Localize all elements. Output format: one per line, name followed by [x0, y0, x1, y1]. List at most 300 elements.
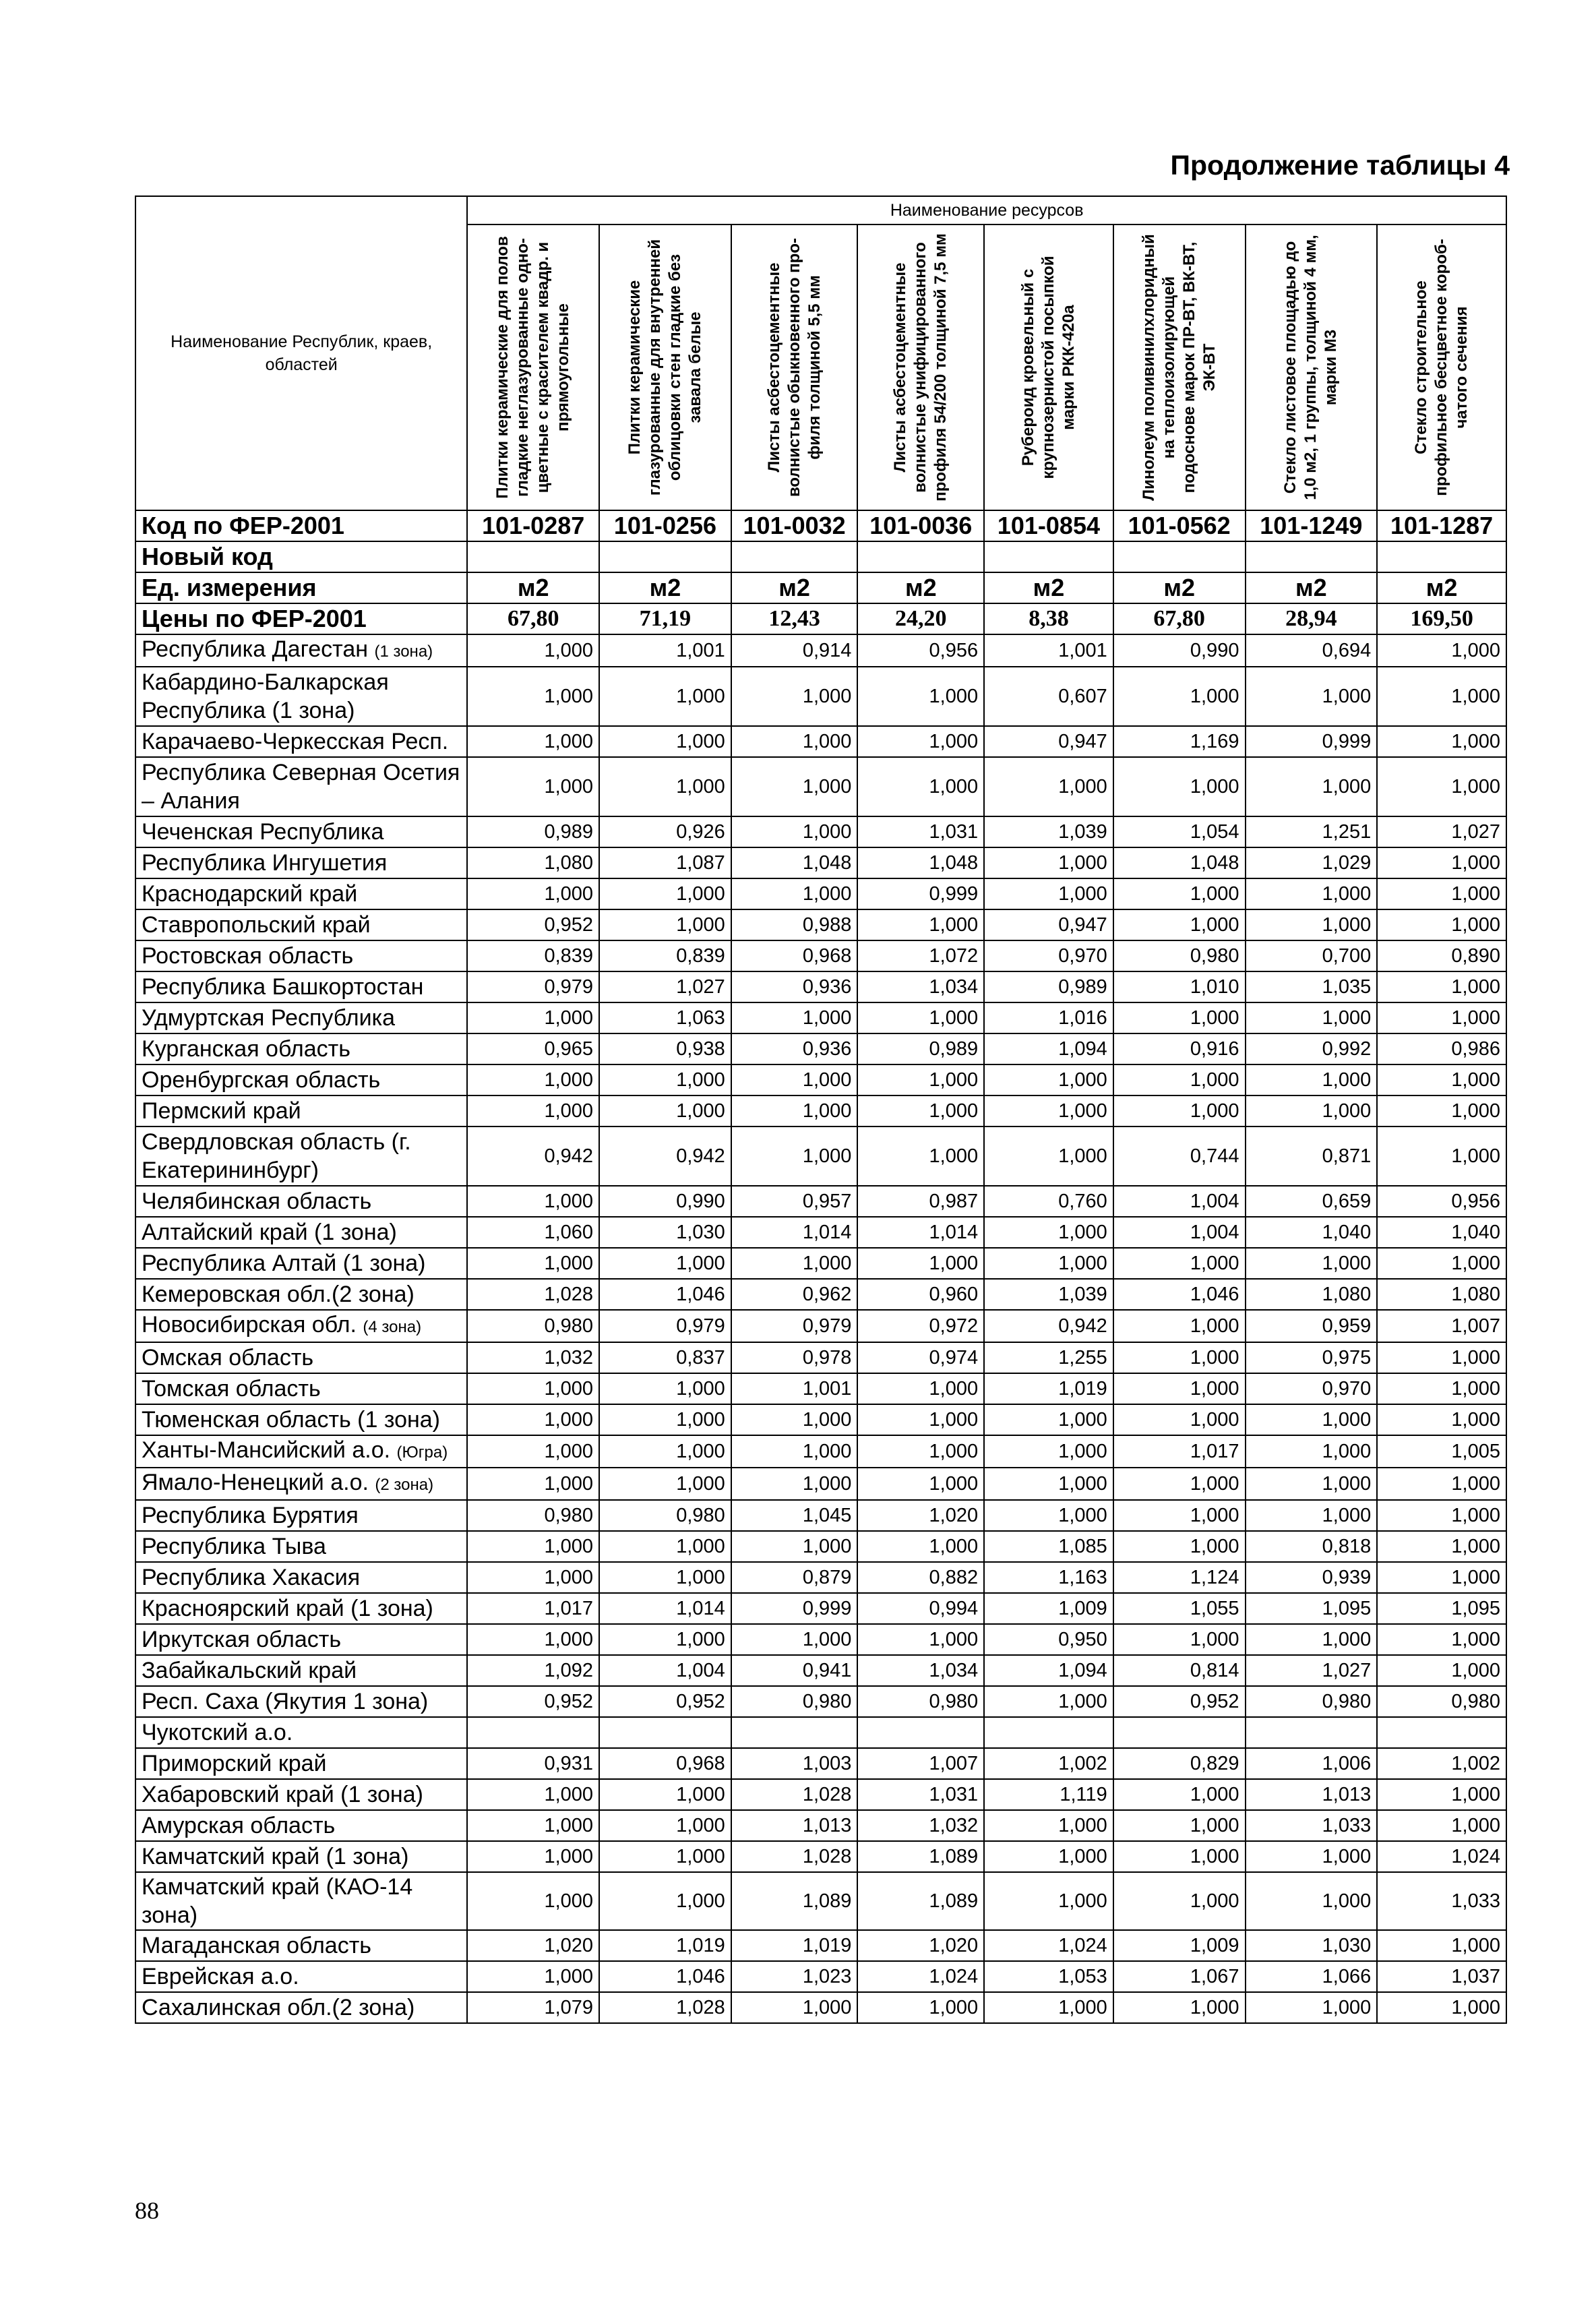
coefficient-cell: 1,000	[984, 1435, 1113, 1468]
region-name-text: Магаданская область	[142, 1933, 371, 1958]
coefficient-cell: 1,000	[599, 667, 731, 726]
coefficient-cell: 0,760	[984, 1186, 1113, 1217]
region-name-text: Томская область	[142, 1376, 321, 1402]
coefficient-cell: 0,979	[731, 1310, 858, 1342]
coefficient-cell: 1,000	[467, 1872, 599, 1930]
coefficient-cell: 1,080	[1377, 1279, 1506, 1310]
coefficient-cell: 1,000	[857, 1127, 984, 1186]
coefficient-cell	[984, 1717, 1113, 1748]
coefficient-cell: 1,000	[1377, 1624, 1506, 1655]
region-name	[135, 1500, 467, 1531]
coefficient-cell: 0,942	[467, 1127, 599, 1186]
coefficient-cell: 0,980	[599, 1500, 731, 1531]
coefficient-cell: 1,000	[1246, 1064, 1378, 1095]
coefficient-cell: 1,053	[984, 1961, 1113, 1992]
coefficient-cell: 1,000	[857, 1064, 984, 1095]
coefficient-cell: 1,000	[984, 1810, 1113, 1841]
table-row	[135, 1748, 1506, 1779]
coefficient-cell: 1,000	[1113, 1002, 1246, 1033]
region-name	[135, 1064, 467, 1095]
table-row	[135, 667, 1506, 726]
coefficient-cell: 0,989	[984, 971, 1113, 1002]
coefficient-cell: 1,046	[1113, 1279, 1246, 1310]
region-zone-note: (2 зона)	[375, 1476, 434, 1494]
coefficient-cell: 1,000	[984, 1872, 1113, 1930]
coefficient-cell: 1,000	[984, 1248, 1113, 1279]
coefficient-cell: 1,014	[731, 1217, 858, 1248]
coefficient-cell: 1,000	[467, 1435, 599, 1468]
region-name-text: Республика Бурятия	[142, 1503, 359, 1528]
region-name-text: Камчатский край (1 зона)	[142, 1844, 409, 1869]
coefficient-cell: 1,000	[599, 1531, 731, 1562]
coefficient-cell: 1,000	[731, 1624, 858, 1655]
coefficient-cell: 1,000	[857, 1373, 984, 1404]
page-number: 88	[135, 2197, 159, 2224]
coefficient-cell: 1,087	[599, 847, 731, 878]
resource-name: Листы асбестоцементные волнистые унифицированного профиля 54/200 толщиной 7,5 мм	[891, 233, 950, 502]
coefficient-cell: 1,080	[1246, 1279, 1378, 1310]
coefficient-cell: 1,000	[1113, 1624, 1246, 1655]
table-row	[135, 1342, 1506, 1373]
coefficient-cell: 1,080	[467, 847, 599, 878]
fer-code-value: 101-0562	[1113, 510, 1246, 541]
coefficient-cell: 0,970	[984, 940, 1113, 971]
coefficient-cell: 1,024	[984, 1930, 1113, 1961]
table-row	[135, 847, 1506, 878]
table-row	[135, 1002, 1506, 1033]
coefficient-cell: 1,000	[857, 1095, 984, 1127]
table-row	[135, 1186, 1506, 1217]
coefficient-cell: 0,947	[984, 726, 1113, 757]
coefficient-cell: 0,950	[984, 1624, 1113, 1655]
unit-row	[135, 572, 1506, 603]
coefficient-cell: 1,029	[1246, 847, 1378, 878]
coefficient-cell: 1,000	[599, 1779, 731, 1810]
coefficient-cell: 1,028	[467, 1279, 599, 1310]
coefficient-cell: 1,046	[599, 1279, 731, 1310]
coefficient-cell: 1,001	[731, 1373, 858, 1404]
region-name-text: Карачаево-Черкесская Респ.	[142, 729, 449, 754]
table-row	[135, 634, 1506, 667]
region-name	[135, 1095, 467, 1127]
coefficient-cell: 1,000	[1377, 667, 1506, 726]
coefficient-cell: 1,000	[1246, 757, 1378, 816]
coefficient-cell: 1,037	[1377, 1961, 1506, 1992]
coefficient-cell: 1,000	[731, 1064, 858, 1095]
table-row	[135, 971, 1506, 1002]
coefficient-cell: 1,000	[599, 1095, 731, 1127]
region-name-text: Курганская область	[142, 1036, 350, 1062]
table-row	[135, 1841, 1506, 1872]
coefficient-cell: 1,000	[1113, 1841, 1246, 1872]
fer-code-value: 101-1249	[1246, 510, 1378, 541]
coefficient-cell: 1,000	[1113, 667, 1246, 726]
coefficient-cell: 1,000	[1377, 1248, 1506, 1279]
coefficient-cell: 1,000	[467, 1562, 599, 1593]
region-zone-note: (Югра)	[396, 1443, 448, 1462]
coefficient-cell: 1,255	[984, 1342, 1113, 1373]
region-name	[135, 757, 467, 816]
unit-value: м2	[467, 572, 599, 603]
region-name-text: Красноярский край (1 зона)	[142, 1596, 433, 1621]
coefficient-cell: 0,980	[731, 1686, 858, 1717]
region-name-text: Сахалинская обл.(2 зона)	[142, 1995, 415, 2020]
coefficient-cell: 1,000	[1113, 1095, 1246, 1127]
price-value: 28,94	[1246, 603, 1378, 634]
coefficient-cell: 1,000	[984, 1992, 1113, 2023]
resource-header	[1113, 224, 1246, 510]
coefficient-cell: 1,000	[467, 1002, 599, 1033]
coefficient-cell: 1,028	[731, 1779, 858, 1810]
table-row	[135, 1248, 1506, 1279]
coefficient-cell: 1,000	[599, 1562, 731, 1593]
coefficient-cell: 1,000	[1246, 1500, 1378, 1531]
coefficient-cell: 1,000	[467, 757, 599, 816]
coefficient-cell: 1,001	[984, 634, 1113, 667]
coefficient-cell: 0,700	[1246, 940, 1378, 971]
coefficient-cell: 1,000	[984, 1064, 1113, 1095]
coefficient-cell: 1,000	[857, 909, 984, 940]
table-row	[135, 1217, 1506, 1248]
coefficient-cell: 1,119	[984, 1779, 1113, 1810]
coefficient-cell: 1,002	[984, 1748, 1113, 1779]
region-name-text: Еврейская а.о.	[142, 1964, 299, 1989]
coefficient-cell: 1,034	[857, 971, 984, 1002]
coefficient-cell: 0,871	[1246, 1127, 1378, 1186]
coefficient-cell: 1,039	[984, 816, 1113, 847]
coefficient-cell: 0,999	[1246, 726, 1378, 757]
coefficient-cell: 1,000	[1113, 909, 1246, 940]
coefficient-cell: 1,000	[467, 1373, 599, 1404]
region-name	[135, 940, 467, 971]
region-name	[135, 1562, 467, 1593]
coefficient-cell: 1,000	[599, 1468, 731, 1500]
region-name-text: Алтайский край (1 зона)	[142, 1220, 397, 1245]
region-name-text: Удмуртская Республика	[142, 1005, 396, 1031]
table-row	[135, 1095, 1506, 1127]
price-value: 67,80	[1113, 603, 1246, 634]
coefficient-cell: 1,000	[1246, 1002, 1378, 1033]
coefficient-cell: 1,000	[857, 1404, 984, 1435]
coefficient-cell: 0,936	[731, 1033, 858, 1064]
coefficient-cell: 0,659	[1246, 1186, 1378, 1217]
coefficient-cell: 1,000	[1113, 1872, 1246, 1930]
coefficient-cell: 1,000	[1246, 1992, 1378, 2023]
coefficient-cell: 0,694	[1246, 634, 1378, 667]
coefficient-cell: 1,000	[857, 667, 984, 726]
coefficient-cell: 1,027	[1377, 816, 1506, 847]
region-name	[135, 1342, 467, 1373]
coefficient-cell: 1,000	[731, 1248, 858, 1279]
coefficient-cell: 0,988	[731, 909, 858, 940]
coefficient-cell: 0,839	[467, 940, 599, 971]
coefficient-cell: 1,000	[731, 1404, 858, 1435]
coefficient-cell: 1,079	[467, 1992, 599, 2023]
coefficient-cell: 1,000	[1246, 1095, 1378, 1127]
table-row	[135, 816, 1506, 847]
resource-header	[984, 224, 1113, 510]
fer-code-value: 101-0032	[731, 510, 858, 541]
table-row	[135, 1435, 1506, 1468]
table-row	[135, 726, 1506, 757]
coefficient-cell: 1,014	[599, 1593, 731, 1624]
coefficient-cell: 1,020	[857, 1930, 984, 1961]
coefficient-cell: 1,009	[1113, 1930, 1246, 1961]
resource-header	[467, 224, 599, 510]
coefficient-cell: 1,163	[984, 1562, 1113, 1593]
coefficient-cell: 1,000	[984, 1404, 1113, 1435]
coefficient-cell: 1,020	[857, 1500, 984, 1531]
coefficient-cell: 1,017	[467, 1593, 599, 1624]
coefficient-cell: 1,000	[1377, 1810, 1506, 1841]
coefficient-cell: 1,000	[599, 1404, 731, 1435]
coefficient-table	[135, 196, 1507, 2024]
coefficient-cell: 0,986	[1377, 1033, 1506, 1064]
coefficient-cell: 1,000	[1377, 1500, 1506, 1531]
region-name-text: Республика Алтай (1 зона)	[142, 1251, 426, 1276]
coefficient-cell: 1,017	[1113, 1435, 1246, 1468]
coefficient-cell: 1,094	[984, 1655, 1113, 1686]
coefficient-cell: 1,000	[1113, 1064, 1246, 1095]
coefficient-cell: 1,000	[467, 1468, 599, 1500]
region-name-text: Пермский край	[142, 1098, 301, 1124]
region-name	[135, 1217, 467, 1248]
coefficient-cell: 1,014	[857, 1217, 984, 1248]
coefficient-cell: 1,000	[1377, 909, 1506, 940]
coefficient-cell: 1,000	[1246, 667, 1378, 726]
resource-name: Линолеум поливинилхлоридный на теплоизолирующей подоснове марок ПР-ВТ, ВК-ВТ, ЭК-ВТ	[1139, 234, 1219, 501]
coefficient-cell: 1,000	[984, 1841, 1113, 1872]
region-name-text: Кемеровская обл.(2 зона)	[142, 1282, 415, 1307]
coefficient-cell: 1,000	[1113, 1468, 1246, 1500]
unit-value: м2	[1377, 572, 1506, 603]
coefficient-cell: 0,968	[599, 1748, 731, 1779]
new-code-value	[1113, 541, 1246, 572]
coefficient-cell: 1,007	[857, 1748, 984, 1779]
region-name-text: Ямало-Ненецкий а.о.	[142, 1470, 369, 1495]
coefficient-cell: 1,000	[1113, 757, 1246, 816]
price-value: 67,80	[467, 603, 599, 634]
coefficient-cell: 1,000	[731, 1992, 858, 2023]
coefficient-cell: 1,031	[857, 1779, 984, 1810]
coefficient-cell: 1,000	[984, 757, 1113, 816]
coefficient-cell: 1,000	[1377, 1531, 1506, 1562]
coefficient-cell: 0,980	[1377, 1686, 1506, 1717]
coefficient-cell: 0,972	[857, 1310, 984, 1342]
coefficient-cell: 1,019	[599, 1930, 731, 1961]
coefficient-cell: 0,942	[599, 1127, 731, 1186]
region-name-text: Ростовская область	[142, 943, 354, 969]
table-row	[135, 1686, 1506, 1717]
region-name-text: Свердловская область (г. Екатерининбург)	[142, 1129, 411, 1183]
coefficient-cell: 1,000	[467, 1810, 599, 1841]
coefficient-cell: 0,980	[857, 1686, 984, 1717]
coefficient-cell: 1,000	[1377, 847, 1506, 878]
coefficient-cell: 1,016	[984, 1002, 1113, 1033]
coefficient-cell: 0,956	[857, 634, 984, 667]
coefficient-cell: 1,028	[599, 1992, 731, 2023]
coefficient-cell: 0,914	[731, 634, 858, 667]
coefficient-cell: 0,989	[467, 816, 599, 847]
coefficient-cell: 1,000	[1377, 1930, 1506, 1961]
unit-value: м2	[1113, 572, 1246, 603]
coefficient-cell: 1,000	[857, 1531, 984, 1562]
region-name	[135, 1468, 467, 1500]
region-name	[135, 878, 467, 909]
region-name	[135, 1779, 467, 1810]
table-row	[135, 909, 1506, 940]
coefficient-cell: 1,000	[984, 847, 1113, 878]
coefficient-cell: 1,000	[1246, 1468, 1378, 1500]
coefficient-cell: 1,000	[1113, 1500, 1246, 1531]
coefficient-cell: 1,000	[467, 1248, 599, 1279]
coefficient-cell: 1,000	[1377, 1562, 1506, 1593]
region-name-text: Челябинская область	[142, 1189, 372, 1214]
coefficient-cell: 1,048	[1113, 847, 1246, 878]
region-name	[135, 1655, 467, 1686]
coefficient-cell: 0,607	[984, 667, 1113, 726]
new-code-value	[857, 541, 984, 572]
coefficient-cell: 1,000	[731, 1531, 858, 1562]
coefficient-cell: 1,006	[1246, 1748, 1378, 1779]
region-name	[135, 1992, 467, 2023]
region-name	[135, 1810, 467, 1841]
region-name	[135, 1717, 467, 1748]
table-row	[135, 1468, 1506, 1500]
table-row	[135, 1500, 1506, 1531]
region-name-text: Краснодарский край	[142, 881, 358, 907]
coefficient-cell: 1,039	[984, 1279, 1113, 1310]
table-row	[135, 757, 1506, 816]
coefficient-cell: 1,000	[599, 909, 731, 940]
new-code-row	[135, 541, 1506, 572]
coefficient-cell: 1,030	[599, 1217, 731, 1248]
coefficient-cell: 1,013	[1246, 1779, 1378, 1810]
table-row	[135, 1033, 1506, 1064]
region-name	[135, 1531, 467, 1562]
fer-code-value: 101-0854	[984, 510, 1113, 541]
coefficient-cell: 1,000	[1113, 1992, 1246, 2023]
coefficient-cell: 1,000	[467, 1624, 599, 1655]
coefficient-cell: 1,067	[1113, 1961, 1246, 1992]
coefficient-cell: 0,952	[467, 909, 599, 940]
price-value: 8,38	[984, 603, 1113, 634]
resource-header	[599, 224, 731, 510]
coefficient-cell: 1,020	[467, 1930, 599, 1961]
coefficient-cell: 0,916	[1113, 1033, 1246, 1064]
coefficient-cell: 1,000	[1246, 1248, 1378, 1279]
coefficient-cell: 1,024	[1377, 1841, 1506, 1872]
coefficient-cell: 1,000	[857, 757, 984, 816]
coefficient-cell: 1,007	[1377, 1310, 1506, 1342]
coefficient-cell: 0,980	[1246, 1686, 1378, 1717]
coefficient-cell: 1,092	[467, 1655, 599, 1686]
region-name	[135, 909, 467, 940]
coefficient-cell: 0,968	[731, 940, 858, 971]
region-name-text: Приморский край	[142, 1751, 327, 1776]
coefficient-cell: 1,048	[731, 847, 858, 878]
region-name-text: Новосибирская обл.	[142, 1312, 357, 1338]
coefficient-cell: 1,013	[731, 1810, 858, 1841]
table-row	[135, 1373, 1506, 1404]
region-name-text: Респ. Саха (Якутия 1 зона)	[142, 1689, 429, 1714]
region-name-text: Республика Башкортостан	[142, 974, 424, 1000]
region-name	[135, 1248, 467, 1279]
coefficient-cell: 1,000	[1113, 1810, 1246, 1841]
coefficient-cell: 1,000	[1377, 1373, 1506, 1404]
coefficient-cell: 0,987	[857, 1186, 984, 1217]
coefficient-cell: 0,829	[1113, 1748, 1246, 1779]
region-name	[135, 847, 467, 878]
region-name-text: Республика Хакасия	[142, 1565, 361, 1590]
resource-header	[1246, 224, 1378, 510]
coefficient-cell: 1,004	[1113, 1186, 1246, 1217]
coefficient-cell: 0,989	[857, 1033, 984, 1064]
table-row	[135, 878, 1506, 909]
region-name	[135, 1310, 467, 1342]
coefficient-cell: 1,000	[599, 1248, 731, 1279]
region-name	[135, 1930, 467, 1961]
coefficient-cell: 1,000	[467, 726, 599, 757]
coefficient-cell: 0,952	[599, 1686, 731, 1717]
coefficient-cell: 1,032	[467, 1342, 599, 1373]
region-name	[135, 1127, 467, 1186]
coefficient-cell: 0,962	[731, 1279, 858, 1310]
coefficient-cell: 1,000	[731, 1095, 858, 1127]
new-code-value	[467, 541, 599, 572]
coefficient-cell: 1,019	[984, 1373, 1113, 1404]
coefficient-cell: 0,979	[599, 1310, 731, 1342]
region-name-text: Хабаровский край (1 зона)	[142, 1782, 423, 1807]
coefficient-cell: 1,054	[1113, 816, 1246, 847]
coefficient-cell: 1,000	[1377, 1404, 1506, 1435]
coefficient-cell: 1,005	[1377, 1435, 1506, 1468]
coefficient-cell: 1,000	[731, 726, 858, 757]
coefficient-cell: 1,027	[599, 971, 731, 1002]
coefficient-cell: 1,000	[984, 1686, 1113, 1717]
table-row	[135, 1310, 1506, 1342]
fer-code-value: 101-0256	[599, 510, 731, 541]
coefficient-cell: 0,814	[1113, 1655, 1246, 1686]
coefficient-cell: 0,744	[1113, 1127, 1246, 1186]
fer-code-row	[135, 510, 1506, 541]
table-row	[135, 1064, 1506, 1095]
coefficient-cell: 0,978	[731, 1342, 858, 1373]
coefficient-cell: 1,000	[1246, 1435, 1378, 1468]
coefficient-cell: 0,974	[857, 1342, 984, 1373]
coefficient-cell: 0,952	[467, 1686, 599, 1717]
coefficient-cell: 0,882	[857, 1562, 984, 1593]
coefficient-cell: 1,063	[599, 1002, 731, 1033]
coefficient-cell: 1,000	[1377, 971, 1506, 1002]
region-name-text: Чеченская Республика	[142, 819, 384, 845]
coefficient-cell: 1,000	[1377, 1064, 1506, 1095]
coefficient-cell: 1,000	[1377, 1655, 1506, 1686]
region-name	[135, 1961, 467, 1992]
coefficient-cell: 1,024	[857, 1961, 984, 1992]
table-row	[135, 1624, 1506, 1655]
table-row	[135, 1717, 1506, 1748]
coefficient-cell: 0,890	[1377, 940, 1506, 971]
table-row	[135, 1961, 1506, 1992]
coefficient-cell: 0,992	[1246, 1033, 1378, 1064]
coefficient-cell: 1,000	[1377, 1342, 1506, 1373]
coefficient-cell: 1,000	[984, 1217, 1113, 1248]
coefficient-cell: 0,980	[1113, 940, 1246, 971]
coefficient-cell: 1,000	[1113, 1248, 1246, 1279]
region-name-text: Ставропольский край	[142, 912, 371, 938]
coefficient-cell: 1,095	[1246, 1593, 1378, 1624]
